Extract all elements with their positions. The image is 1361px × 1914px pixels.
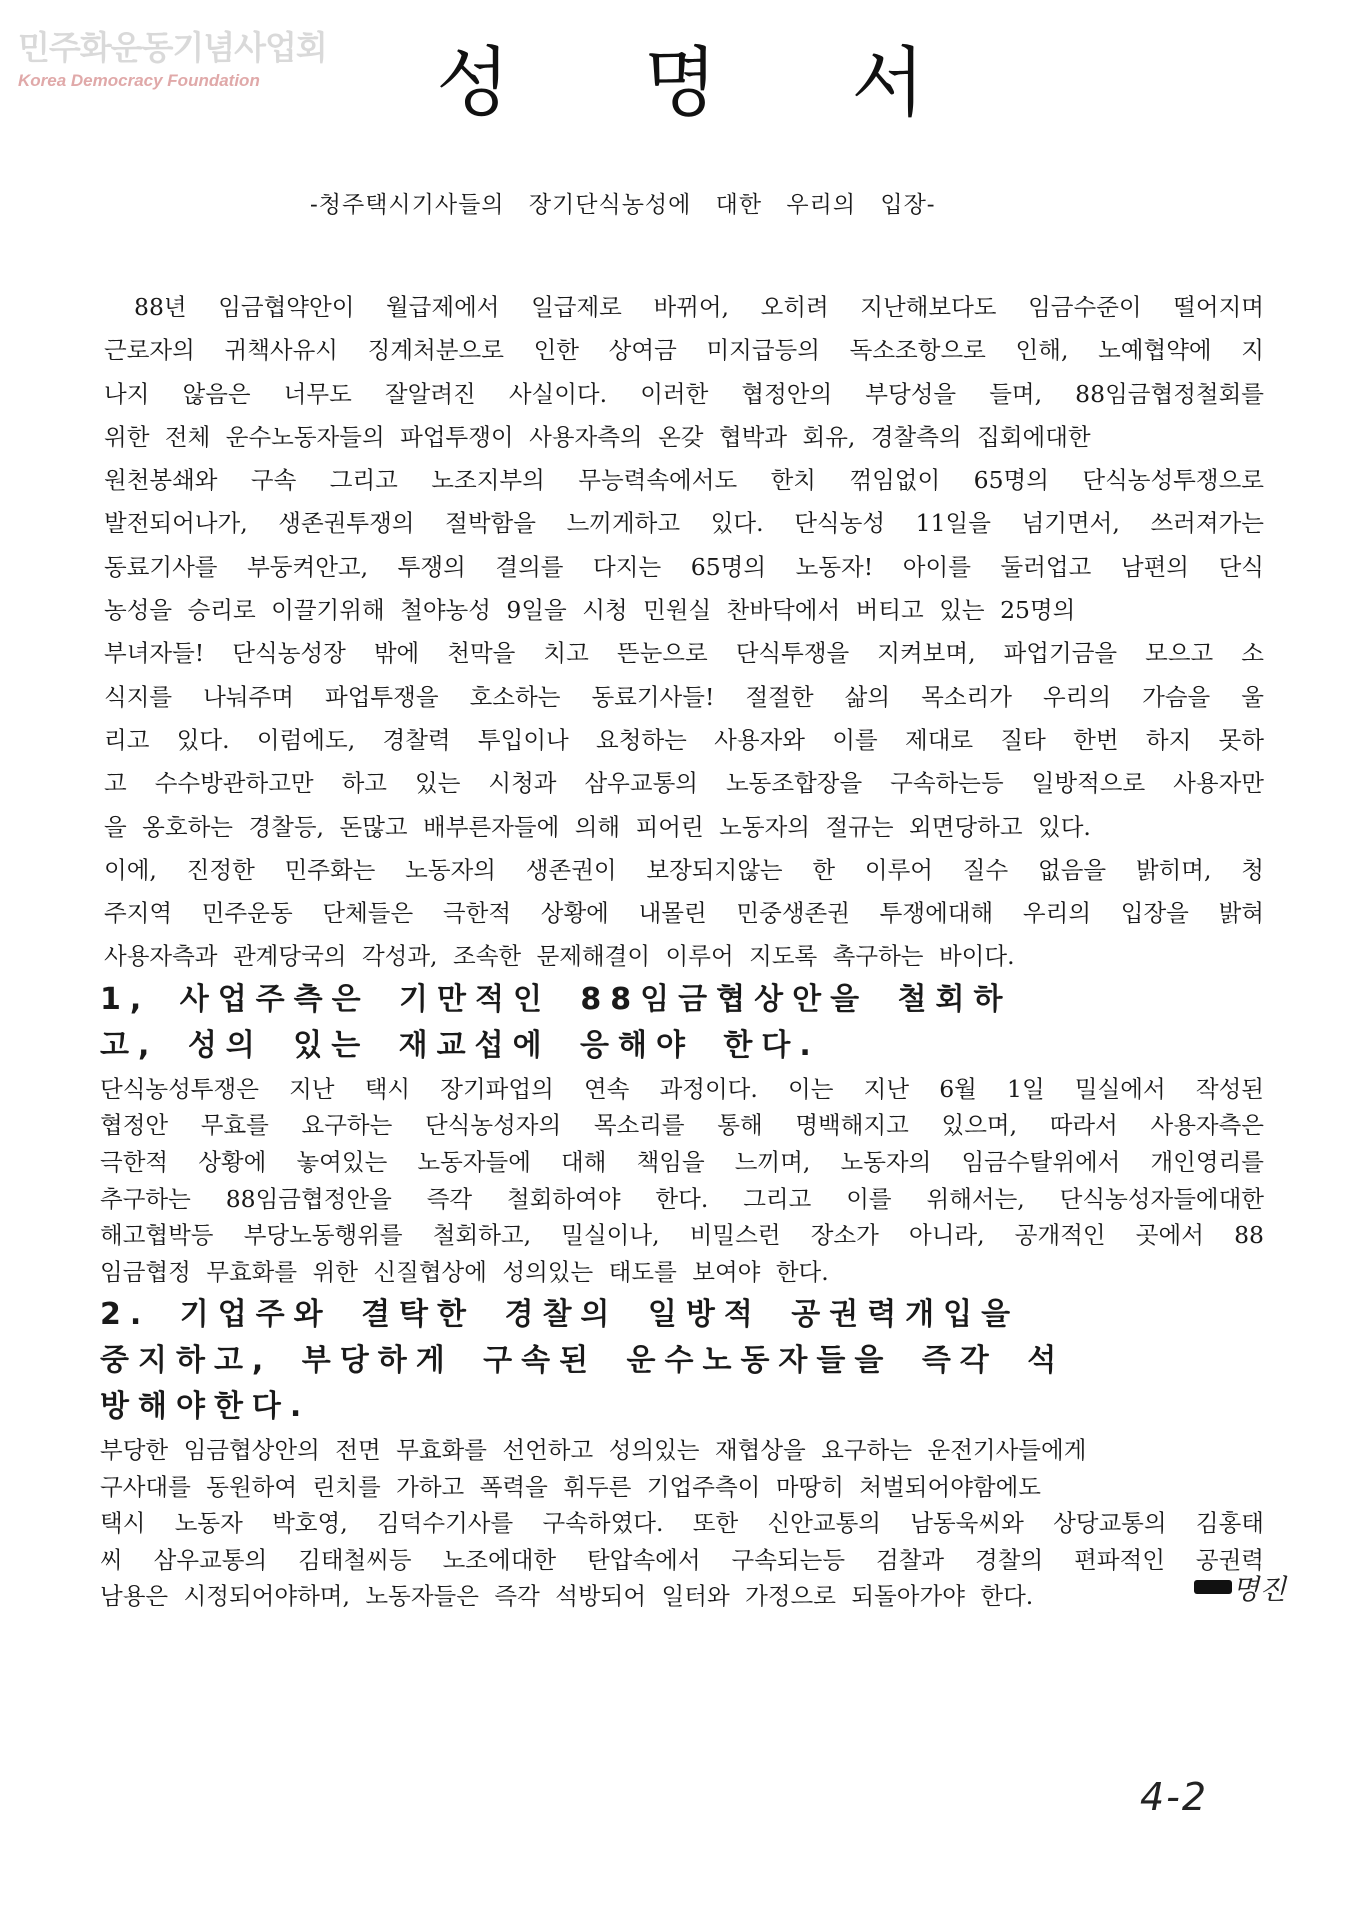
intro-line: 부녀자들! 단식농성장 밖에 천막을 치고 뜬눈으로 단식투쟁을 지켜보며, 파업기금을 모으고 소 [104, 639, 1264, 668]
section-2-body [100, 1432, 1264, 1615]
watermark-english: Korea Democracy Foundation [18, 71, 260, 90]
section-1-heading [100, 977, 1264, 1069]
handwritten-note: 명진 [1232, 1573, 1287, 1606]
intro-line: 근로자의 귀책사유시 징계처분으로 인한 상여금 미지급등의 독소조항으로 인해, 노예협약에 지 [104, 336, 1264, 365]
section-2-heading-line: 2. 기업주와 결탁한 경찰의 일방적 공권력개입을 [100, 1297, 1020, 1333]
section-2-heading-line: 중지하고, 부당하게 구속된 운수노동자들을 즉각 석 [100, 1343, 1066, 1379]
section-2-line: 부당한 임금협상안의 전면 무효화를 선언하고 성의있는 재협상을 요구하는 운전기사들에게 [100, 1436, 1087, 1465]
intro-line: 주지역 민주운동 단체들은 극한적 상황에 내몰린 민중생존권 투쟁에대해 우리의 입장을 밝혀 [104, 899, 1264, 928]
intro-line: 88년 임금협약안이 월급제에서 일급제로 바뀌어, 오히려 지난해보다도 임금수준이 떨어지며 [134, 293, 1264, 321]
section-2-line: 남용은 시정되어야하며, 노동자들은 즉각 석방되어 일터와 가정으로 되돌아가야 한다. [100, 1582, 1034, 1611]
intro-line: 위한 전체 운수노동자들의 파업투쟁이 사용자측의 온갖 협박과 회유, 경찰측의 집회에대한 [104, 422, 1091, 451]
page-mark: 4-2 [1140, 1775, 1209, 1819]
section-1-line: 임금협정 무효화를 위한 신질협상에 성의있는 태도를 보여야 한다. [100, 1257, 829, 1286]
redaction-mark [1194, 1580, 1232, 1594]
section-1-line: 단식농성투쟁은 지난 택시 장기파업의 연속 과정이다. 이는 지난 6월 1일 밀실에서 작성된 [100, 1074, 1264, 1103]
intro-line: 식지를 나눠주며 파업투쟁을 호소하는 동료기사들! 절절한 삶의 목소리가 우리의 가슴을 울 [104, 682, 1264, 711]
section-2-line: 구사대를 동원하여 린치를 가하고 폭력을 휘두른 기업주측이 마땅히 처벌되어야함에도 [100, 1472, 1041, 1501]
section-1-line: 해고협박등 부당노동행위를 철회하고, 밀실이나, 비밀스런 장소가 아니라, 공개적인 곳에서 88 [100, 1221, 1264, 1250]
intro-line: 고 수수방관하고만 하고 있는 시청과 삼우교통의 노동조합장을 구속하는등 일방적으로 사용자만 [104, 769, 1264, 798]
intro-line: 리고 있다. 이럼에도, 경찰력 투입이나 요청하는 사용자와 이를 제대로 질타 한번 하지 못하 [104, 725, 1264, 754]
intro-line: 농성을 승리로 이끌기위해 철야농성 9일을 시청 민원실 찬바닥에서 버티고 있는 25명의 [104, 596, 1076, 625]
section-1-line: 극한적 상황에 놓여있는 노동자들에 대해 책임을 느끼며, 노동자의 임금수탈위에서 개인영리를 [100, 1147, 1264, 1176]
document-title: 성 명 서 [436, 38, 980, 127]
section-1-line: 협정안 무효를 요구하는 단식농성자의 목소리를 통해 명백해지고 있으며, 따라서 사용자측은 [100, 1111, 1264, 1140]
section-2 [100, 1292, 1264, 1615]
section-2-heading [100, 1292, 1264, 1430]
section-1-body [100, 1071, 1264, 1291]
intro-line: 나지 않음은 너무도 잘알려진 사실이다. 이러한 협정안의 부당성을 들며, 88임금협정철회를 [104, 379, 1264, 408]
document-subtitle: -청주택시기사들의 장기단식농성에 대한 우리의 입장- [310, 192, 936, 218]
intro-paragraph [100, 286, 1264, 979]
intro-line: 발전되어나가, 생존권투쟁의 절박함을 느끼게하고 있다. 단식농성 11일을 넘기면서, 쓰러져가는 [104, 509, 1264, 538]
section-1-heading-line: 고, 성의 있는 재교섭에 응해야 한다. [100, 1027, 820, 1063]
section-1-line: 추구하는 88임금협정안을 즉각 철회하여야 한다. 그리고 이를 위해서는, 단식농성자들에대한 [100, 1184, 1264, 1213]
intro-line: 이에, 진정한 민주화는 노동자의 생존권이 보장되지않는 한 이루어 질수 없음을 밝히며, 청 [104, 855, 1264, 884]
intro-line: 동료기사를 부둥켜안고, 투쟁의 결의를 다지는 65명의 노동자! 아이를 둘러업고 남편의 단식 [104, 552, 1264, 581]
intro-line: 원천봉쇄와 구속 그리고 노조지부의 무능력속에서도 한치 꺾임없이 65명의 단식농성투쟁으로 [104, 466, 1264, 495]
section-2-line: 씨 삼우교통의 김태철씨등 노조에대한 탄압속에서 구속되는등 검찰과 경찰의 편파적인 공권력 [100, 1545, 1264, 1574]
section-1-heading-line: 1, 사업주측은 기만적인 88임금협상안을 철회하 [100, 981, 1012, 1017]
watermark-korean: 민주화운동기념사업회 [18, 28, 327, 67]
document-body [100, 286, 1264, 1615]
intro-line: 을 옹호하는 경찰등, 돈많고 배부른자들에 의해 피어린 노동자의 절규는 외면당하고 있다. [104, 812, 1091, 841]
section-2-line: 택시 노동자 박호영, 김덕수기사를 구속하였다. 또한 신안교통의 남동욱씨와 상당교통의 김홍태 [100, 1509, 1264, 1538]
intro-line: 사용자측과 관계당국의 각성과, 조속한 문제해결이 이루어 지도록 촉구하는 바이다. [104, 942, 1015, 971]
section-2-heading-line: 방해야한다. [100, 1389, 311, 1425]
section-1 [100, 977, 1264, 1291]
